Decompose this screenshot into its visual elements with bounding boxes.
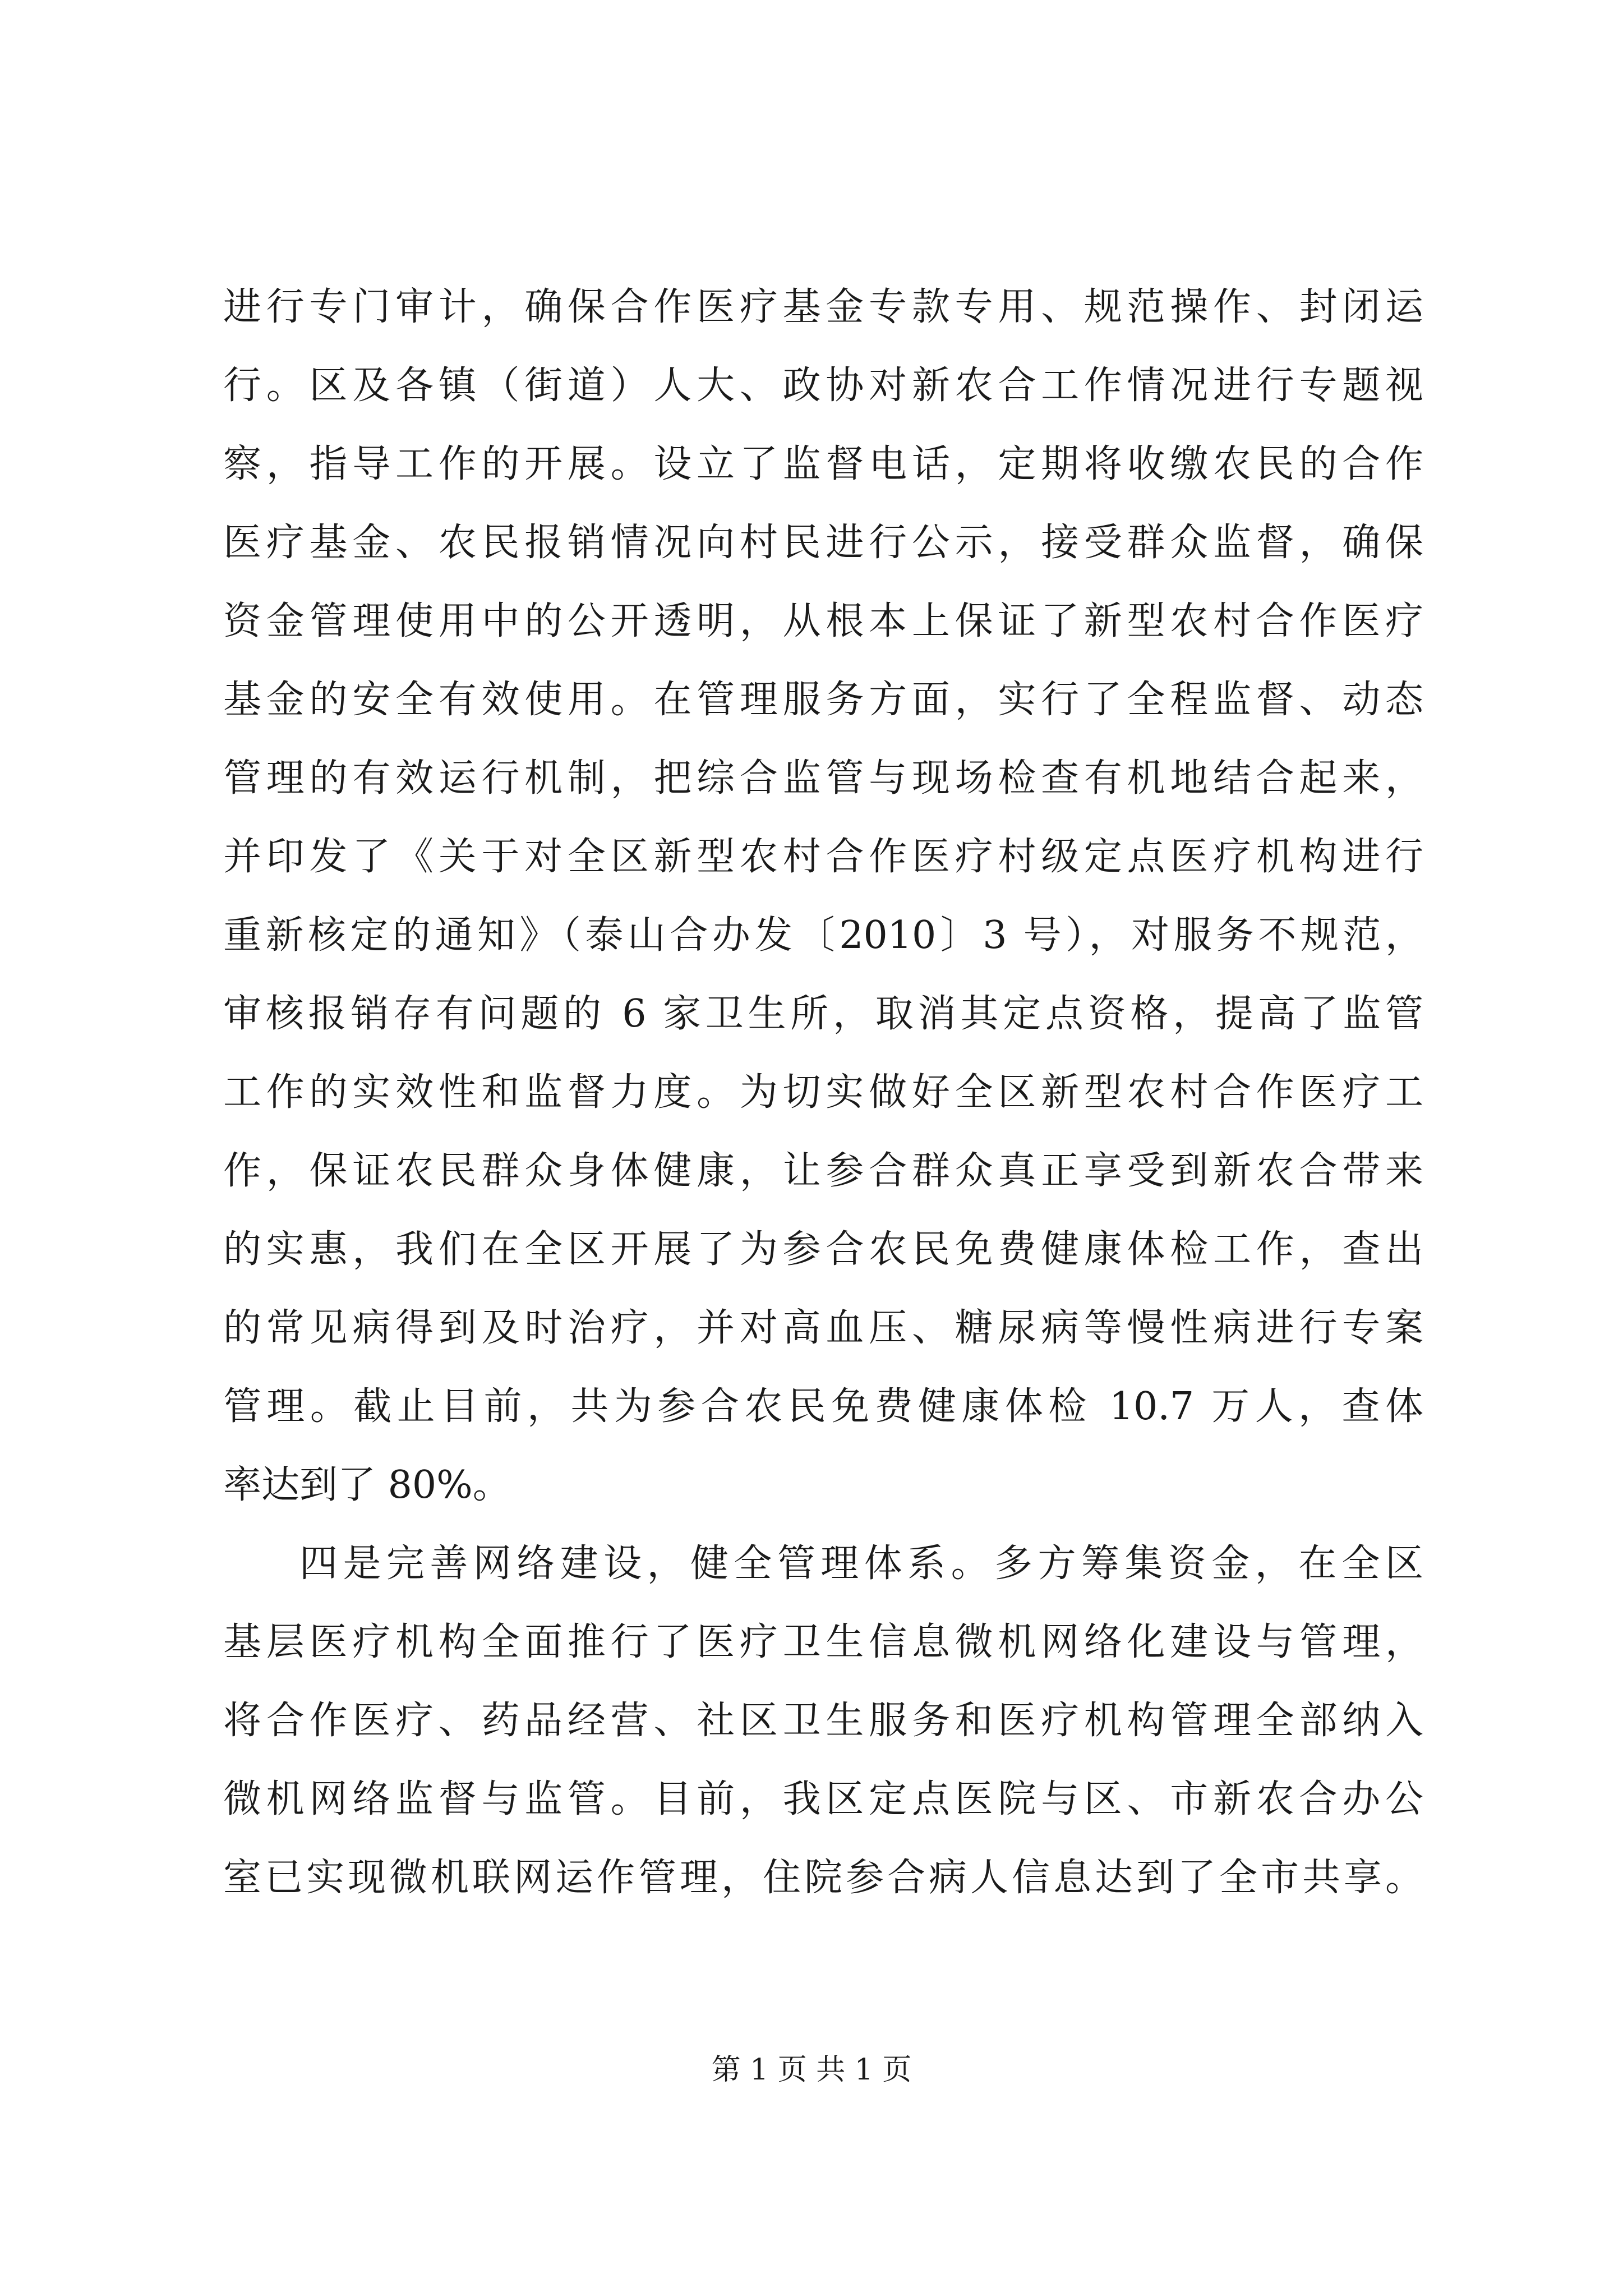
text-line: 四是完善网络建设，健全管理体系。多方筹集资金，在全区 bbox=[299, 1542, 1423, 1586]
text-line: 审核报销存有问题的 6 家卫生所，取消其定点资格，提高了监管 bbox=[223, 992, 1423, 1036]
text-line: 医疗基金、农民报销情况向村民进行公示，接受群众监督，确保 bbox=[223, 521, 1423, 565]
text-line: 重新核定的通知》（泰山合办发〔2010〕3 号），对服务不规范， bbox=[223, 913, 1423, 958]
text-line: 将合作医疗、药品经营、社区卫生服务和医疗机构管理全部纳入 bbox=[223, 1699, 1423, 1743]
text-line: 资金管理使用中的公开透明，从根本上保证了新型农村合作医疗 bbox=[223, 599, 1423, 643]
text-line: 工作的实效性和监督力度。为切实做好全区新型农村合作医疗工 bbox=[223, 1070, 1423, 1115]
text-line: 的常见病得到及时治疗，并对高血压、糖尿病等慢性病进行专案 bbox=[223, 1306, 1423, 1350]
paragraph-2 bbox=[223, 1525, 1423, 1917]
text-line: 管理的有效运行机制，把综合监管与现场检查有机地结合起来， bbox=[223, 756, 1423, 800]
text-line: 的实惠，我们在全区开展了为参合农民免费健康体检工作，查出 bbox=[223, 1227, 1423, 1272]
text-line: 室已实现微机联网运作管理，住院参合病人信息达到了全市共享。 bbox=[223, 1856, 1423, 1900]
body-text bbox=[223, 268, 1423, 1917]
text-line: 微机网络监督与监管。目前，我区定点医院与区、市新农合办公 bbox=[223, 1777, 1423, 1821]
paragraph-1 bbox=[223, 268, 1423, 1525]
page-number-footer: 第 1 页 共 1 页 bbox=[711, 2053, 912, 2087]
text-line: 并印发了《关于对全区新型农村合作医疗村级定点医疗机构进行 bbox=[223, 835, 1423, 879]
text-line: 基层医疗机构全面推行了医疗卫生信息微机网络化建设与管理， bbox=[223, 1620, 1423, 1664]
text-line: 率达到了 80%。 bbox=[223, 1463, 511, 1507]
text-line: 察，指导工作的开展。设立了监督电话，定期将收缴农民的合作 bbox=[223, 442, 1423, 486]
text-line: 基金的安全有效使用。在管理服务方面，实行了全程监督、动态 bbox=[223, 678, 1423, 722]
text-line: 进行专门审计，确保合作医疗基金专款专用、规范操作、封闭运 bbox=[223, 285, 1423, 329]
text-line: 管理。截止目前，共为参合农民免费健康体检 10.7 万人，查体 bbox=[223, 1384, 1423, 1429]
text-line: 作，保证农民群众身体健康，让参合群众真正享受到新农合带来 bbox=[223, 1149, 1423, 1193]
text-line: 行。区及各镇（街道）人大、政协对新农合工作情况进行专题视 bbox=[223, 364, 1423, 408]
